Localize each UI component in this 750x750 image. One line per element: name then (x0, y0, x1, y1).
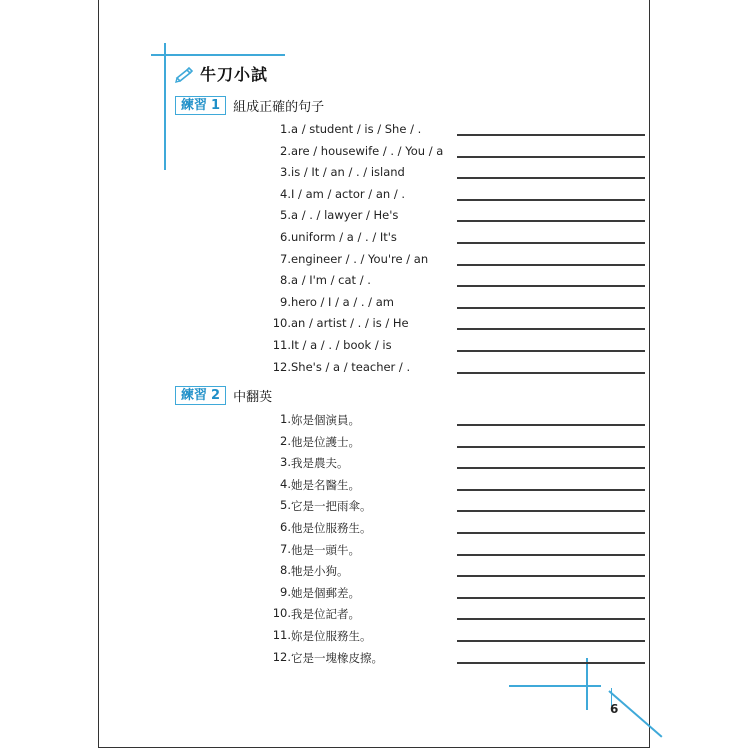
item-number: 10. (272, 606, 291, 621)
list-item (175, 434, 645, 452)
answer-line[interactable] (457, 134, 645, 136)
answer-line[interactable] (457, 554, 645, 556)
list-item (175, 230, 645, 248)
list-item (175, 563, 645, 581)
page-number: 6 (610, 702, 619, 716)
pencil-icon (175, 64, 195, 84)
list-item (175, 187, 645, 205)
list-item (175, 144, 645, 162)
answer-line[interactable] (457, 575, 645, 577)
item-prompt: a / I'm / cat / . (291, 273, 371, 288)
item-prompt: 她是名醫生。 (291, 477, 360, 492)
item-prompt: is / It / an / . / island (291, 165, 405, 180)
item-prompt: I / am / actor / an / . (291, 186, 406, 201)
item-prompt: It / a / . / book / is (291, 338, 392, 352)
exercise1-badge (175, 96, 226, 115)
item-number: 8. (280, 273, 291, 288)
item-number: 8. (280, 563, 291, 578)
list-item (175, 542, 645, 560)
list-item (175, 455, 645, 473)
answer-line[interactable] (457, 177, 645, 179)
item-number: 7. (280, 251, 291, 266)
answer-line[interactable] (457, 510, 645, 512)
exercise1-title: 組成正確的句子 (233, 100, 325, 115)
list-item (175, 628, 645, 646)
exercise2-badge (175, 386, 226, 405)
list-item (175, 360, 645, 378)
item-prompt: 我是農夫。 (291, 456, 349, 471)
title-text: 牛刀小試 (200, 65, 269, 84)
answer-line[interactable] (457, 242, 645, 244)
item-prompt: She's / a / teacher / . (291, 359, 411, 374)
list-item (175, 498, 645, 516)
item-number: 10. (272, 316, 291, 331)
item-prompt: an / artist / . / is / He (291, 316, 409, 331)
list-item (175, 520, 645, 538)
item-number: 5. (280, 208, 291, 223)
item-prompt: 他是位護士。 (291, 434, 360, 449)
item-number: 9. (280, 584, 291, 599)
list-item (175, 412, 645, 430)
answer-line[interactable] (457, 640, 645, 642)
list-item (175, 122, 645, 140)
answer-line[interactable] (457, 597, 645, 599)
item-prompt: 妳是個演員。 (291, 413, 360, 427)
item-number: 7. (280, 541, 291, 556)
item-prompt: 她是個郵差。 (291, 585, 360, 600)
item-prompt: uniform / a / . / It's (291, 230, 397, 244)
item-number: 1. (280, 412, 291, 426)
list-item (175, 585, 645, 603)
item-prompt: 妳是位服務生。 (291, 629, 372, 643)
item-number: 6. (280, 230, 291, 244)
item-prompt: hero / I / a / . / am (291, 294, 394, 309)
answer-line[interactable] (457, 467, 645, 469)
item-number: 12. (272, 359, 291, 374)
list-item (175, 316, 645, 334)
item-prompt: 我是位記者。 (291, 607, 360, 622)
item-number: 11. (272, 338, 291, 352)
item-prompt: are / housewife / . / You / a (291, 143, 444, 158)
bottom-decoration-horizontal (509, 685, 601, 687)
answer-line[interactable] (457, 156, 645, 158)
answer-line[interactable] (457, 328, 645, 330)
item-prompt: a / student / is / She / . (291, 122, 422, 136)
answer-line[interactable] (457, 489, 645, 491)
item-number: 6. (280, 520, 291, 534)
item-number: 5. (280, 498, 291, 513)
item-prompt: 牠是小狗。 (291, 564, 349, 579)
badge-label: 練習 (181, 388, 208, 403)
list-item (175, 208, 645, 226)
list-item (175, 165, 645, 183)
answer-line[interactable] (457, 424, 645, 426)
answer-line[interactable] (457, 532, 645, 534)
page-title (175, 62, 268, 85)
item-number: 3. (280, 165, 291, 180)
worksheet-page (98, 0, 650, 748)
item-prompt: engineer / . / You're / an (291, 251, 429, 266)
list-item (175, 477, 645, 495)
answer-line[interactable] (457, 199, 645, 201)
item-number: 12. (272, 649, 291, 664)
badge-label: 練習 (181, 98, 208, 113)
item-prompt: a / . / lawyer / He's (291, 208, 399, 223)
exercise1-header (175, 96, 324, 115)
badge-number: 1 (211, 98, 221, 113)
item-number: 4. (280, 186, 291, 201)
list-item (175, 295, 645, 313)
list-item (175, 650, 645, 668)
answer-line[interactable] (457, 662, 645, 664)
answer-line[interactable] (457, 372, 645, 374)
item-prompt: 他是位服務生。 (291, 521, 372, 535)
item-number: 4. (280, 476, 291, 491)
answer-line[interactable] (457, 220, 645, 222)
exercise2-title: 中翻英 (233, 390, 273, 405)
exercise2-header (175, 386, 272, 405)
item-prompt: 他是一頭牛。 (291, 542, 360, 557)
list-item (175, 273, 645, 291)
list-item (175, 606, 645, 624)
answer-line[interactable] (457, 446, 645, 448)
answer-line[interactable] (457, 618, 645, 620)
answer-line[interactable] (457, 307, 645, 309)
item-number: 9. (280, 294, 291, 309)
item-prompt: 它是一塊橡皮擦。 (291, 650, 383, 665)
answer-line[interactable] (457, 285, 645, 287)
answer-line[interactable] (457, 264, 645, 266)
list-item (175, 252, 645, 270)
item-number: 11. (272, 628, 291, 642)
item-prompt: 它是一把雨傘。 (291, 499, 372, 514)
list-item (175, 338, 645, 356)
corner-decoration-horizontal (151, 54, 285, 56)
item-number: 2. (280, 433, 291, 448)
corner-decoration-vertical (164, 43, 166, 170)
item-number: 3. (280, 455, 291, 470)
badge-number: 2 (211, 388, 221, 403)
item-number: 1. (280, 122, 291, 136)
item-number: 2. (280, 143, 291, 158)
answer-line[interactable] (457, 350, 645, 352)
